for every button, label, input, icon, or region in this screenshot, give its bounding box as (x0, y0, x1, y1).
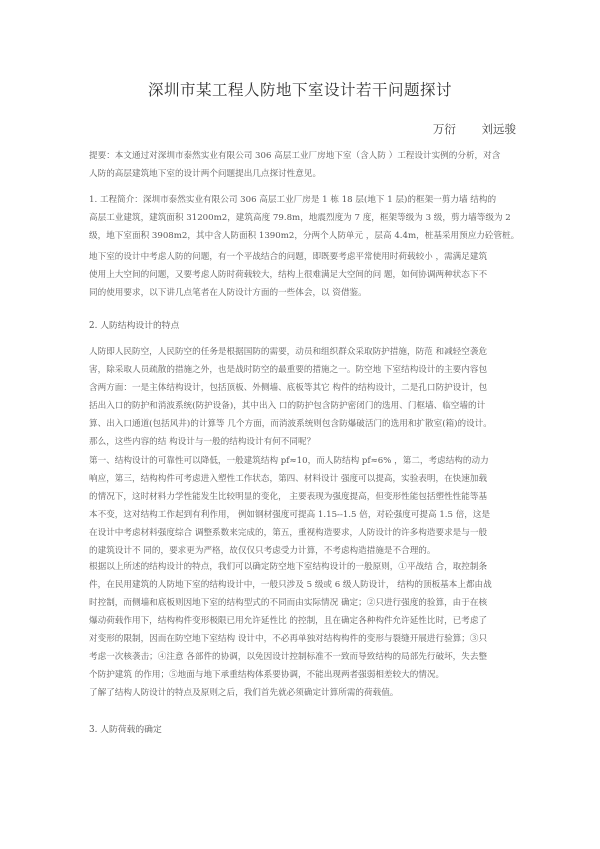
text-line: 件，在民用建筑的人防地下室的结构设计中，一般只涉及 5 级或 6 级人防设计， 结构的顶板基本上都由战 (89, 580, 492, 590)
text-line: 考虑一次核袭击；④注意 各部件的协调，以免因设计控制标准不一致而导致结构的局部先行破坏，失去整 (89, 652, 488, 662)
section-heading-3: 3. 人防荷载的确定 (89, 725, 162, 735)
text-line: 害，除采取人员疏散的措施之外，也是战时防空的最重要的措施之一。防空地 下室结构设计的主要内容包 (89, 365, 488, 375)
text-line: 个防护建筑 的作用；⑤地面与地下承重结构体系要协调，不能出现两者强弱相差较大的情况。 (89, 670, 445, 680)
text-line: 第一、结构设计的可靠性可以降低，一般建筑结构 pf≈10，而人防结构 pf≈6% ，第二，考虑结构的动力 (89, 456, 489, 466)
text-line: 根据以上所述的结构设计的特点，我们可以确定防空地下室结构设计的一般原则，①平战结 合，取控制条 (89, 562, 488, 572)
abstract-paragraph (89, 147, 521, 183)
text-line: 1. 工程简介：深圳市泰然实业有限公司 306 高层工业厂房是 1 栋 18 层(地下 1 层)的框架一剪力墙 结构的 (89, 195, 497, 205)
text-line: 人防即人民防空，人民防空的任务是根据国防的需要，动员和组织群众采取防护措施，防范 和减轻空袭危 (89, 347, 488, 357)
document-title: 深圳市某工程人防地下室设计若干问题探讨 (147, 81, 452, 99)
section2-paragraph-4 (89, 684, 521, 702)
text-line: 人防的高层建筑地下室的设计两个问题提出几点探讨性意见。 (89, 169, 322, 179)
section1-paragraph (89, 191, 521, 245)
text-line: 对变形的限制，因而在防空地下室结构 设计中，不必再单独对结构构件的变形与裂缝开展进行验算；③只 (89, 634, 488, 644)
text-line: 含两方面：一是主体结构设计，包括顶板、外侧墙、底板等其它 构件的结构设计，二是孔口防护设计，包 (89, 383, 488, 393)
text-line: 时控制，而侧墙和底板则因地下室的结构型式的不同而由实际情况 确定；②只进行强度的验算，由于在核 (89, 598, 488, 608)
text-line: 地下室的设计中考虑人防的问题，有一个平战结合的问题，即既要考虑平常使用时荷载较小 ，需满足建筑 (89, 252, 488, 262)
intro-paragraph (89, 248, 521, 302)
author-name: 刘远骏 (481, 122, 516, 136)
text-line: 爆动荷载作用下，结构构件变形极限已用允许延性比 的控制，且在确定各种构件允许延性比时，已考虑了 (89, 616, 488, 626)
text-line: 括出入口的防护和消波系统(防护设备)，其中出入 口的防护包含防护密闭门的选用、门框墙、临空墙的计 (89, 401, 486, 411)
section2-paragraph-1 (89, 343, 521, 451)
author-list (411, 121, 516, 137)
author-name: 万衍 (432, 122, 456, 136)
text-line: 的情况下，这时材料力学性能发生比较明显的变化， 主要表现为强度提高，但变形性能包括塑性性能等基 (89, 492, 488, 502)
text-line: 级，地下室面积 3908m2，其中含人防面积 1390m2，分两个人防单元 ，层高 4.4m，桩基采用预应力砼管桩。 (89, 231, 520, 241)
text-line: 那么，这些内容的结 构设计与一般的结构设计有何不同呢？ (89, 437, 316, 447)
text-line: 算、出入口通道(包括风井)的计算等 几个方面，而消波系统则包含防爆破活门的选用和扩散室(箱)的设计。 (89, 419, 492, 429)
text-line: 同的使用要求，以下讲几点笔者在人防设计方面的一些体会，以 资借鉴。 (89, 288, 367, 298)
text-line: 高层工业建筑，建筑面积 31200m2，建筑高度 79.8m，地震烈度为 7 度，框架等级为 3 级，剪力墙等级为 2 (89, 213, 511, 223)
section2-paragraph-3 (89, 558, 521, 684)
text-line: 使用上大空间的问题，又要考虑人防时荷载较大，结构上很难满足大空间的问 题，如何协调两种状态下不 (89, 270, 488, 280)
text-line: 提要：本文通过对深圳市泰然实业有限公司 306 高层工业厂房地下室（含人防 ）工程设计实例的分析，对含 (89, 151, 501, 161)
section-heading-2: 2. 人防结构设计的特点 (89, 321, 180, 331)
text-line: 在设计中考虑材料强度综合 调整系数来完成的，第五，重视构造要求，人防设计的许多构造要求是与一般 (89, 528, 488, 538)
section2-paragraph-2 (89, 452, 521, 560)
text-line: 本不变，这对结构工作起到有利作用， 例如钢材强度可提高 1.15--1.5 倍，对砼强度可提高 1.5 倍，这是 (89, 510, 491, 520)
text-line: 响应，第三，结构构件可考虑进入塑性工作状态，第四、材料设计 强度可以提高，实验表明，在快速加载 (89, 474, 488, 484)
text-line: 的建筑设计不 同的，要求更为严格，故仅仅只考虑受力计算，不考虑构造措施是不合理的。 (89, 546, 436, 556)
text-line: 了解了结构人防设计的特点及原则之后，我们首先就必须确定计算所需的荷载值。 (89, 688, 399, 698)
